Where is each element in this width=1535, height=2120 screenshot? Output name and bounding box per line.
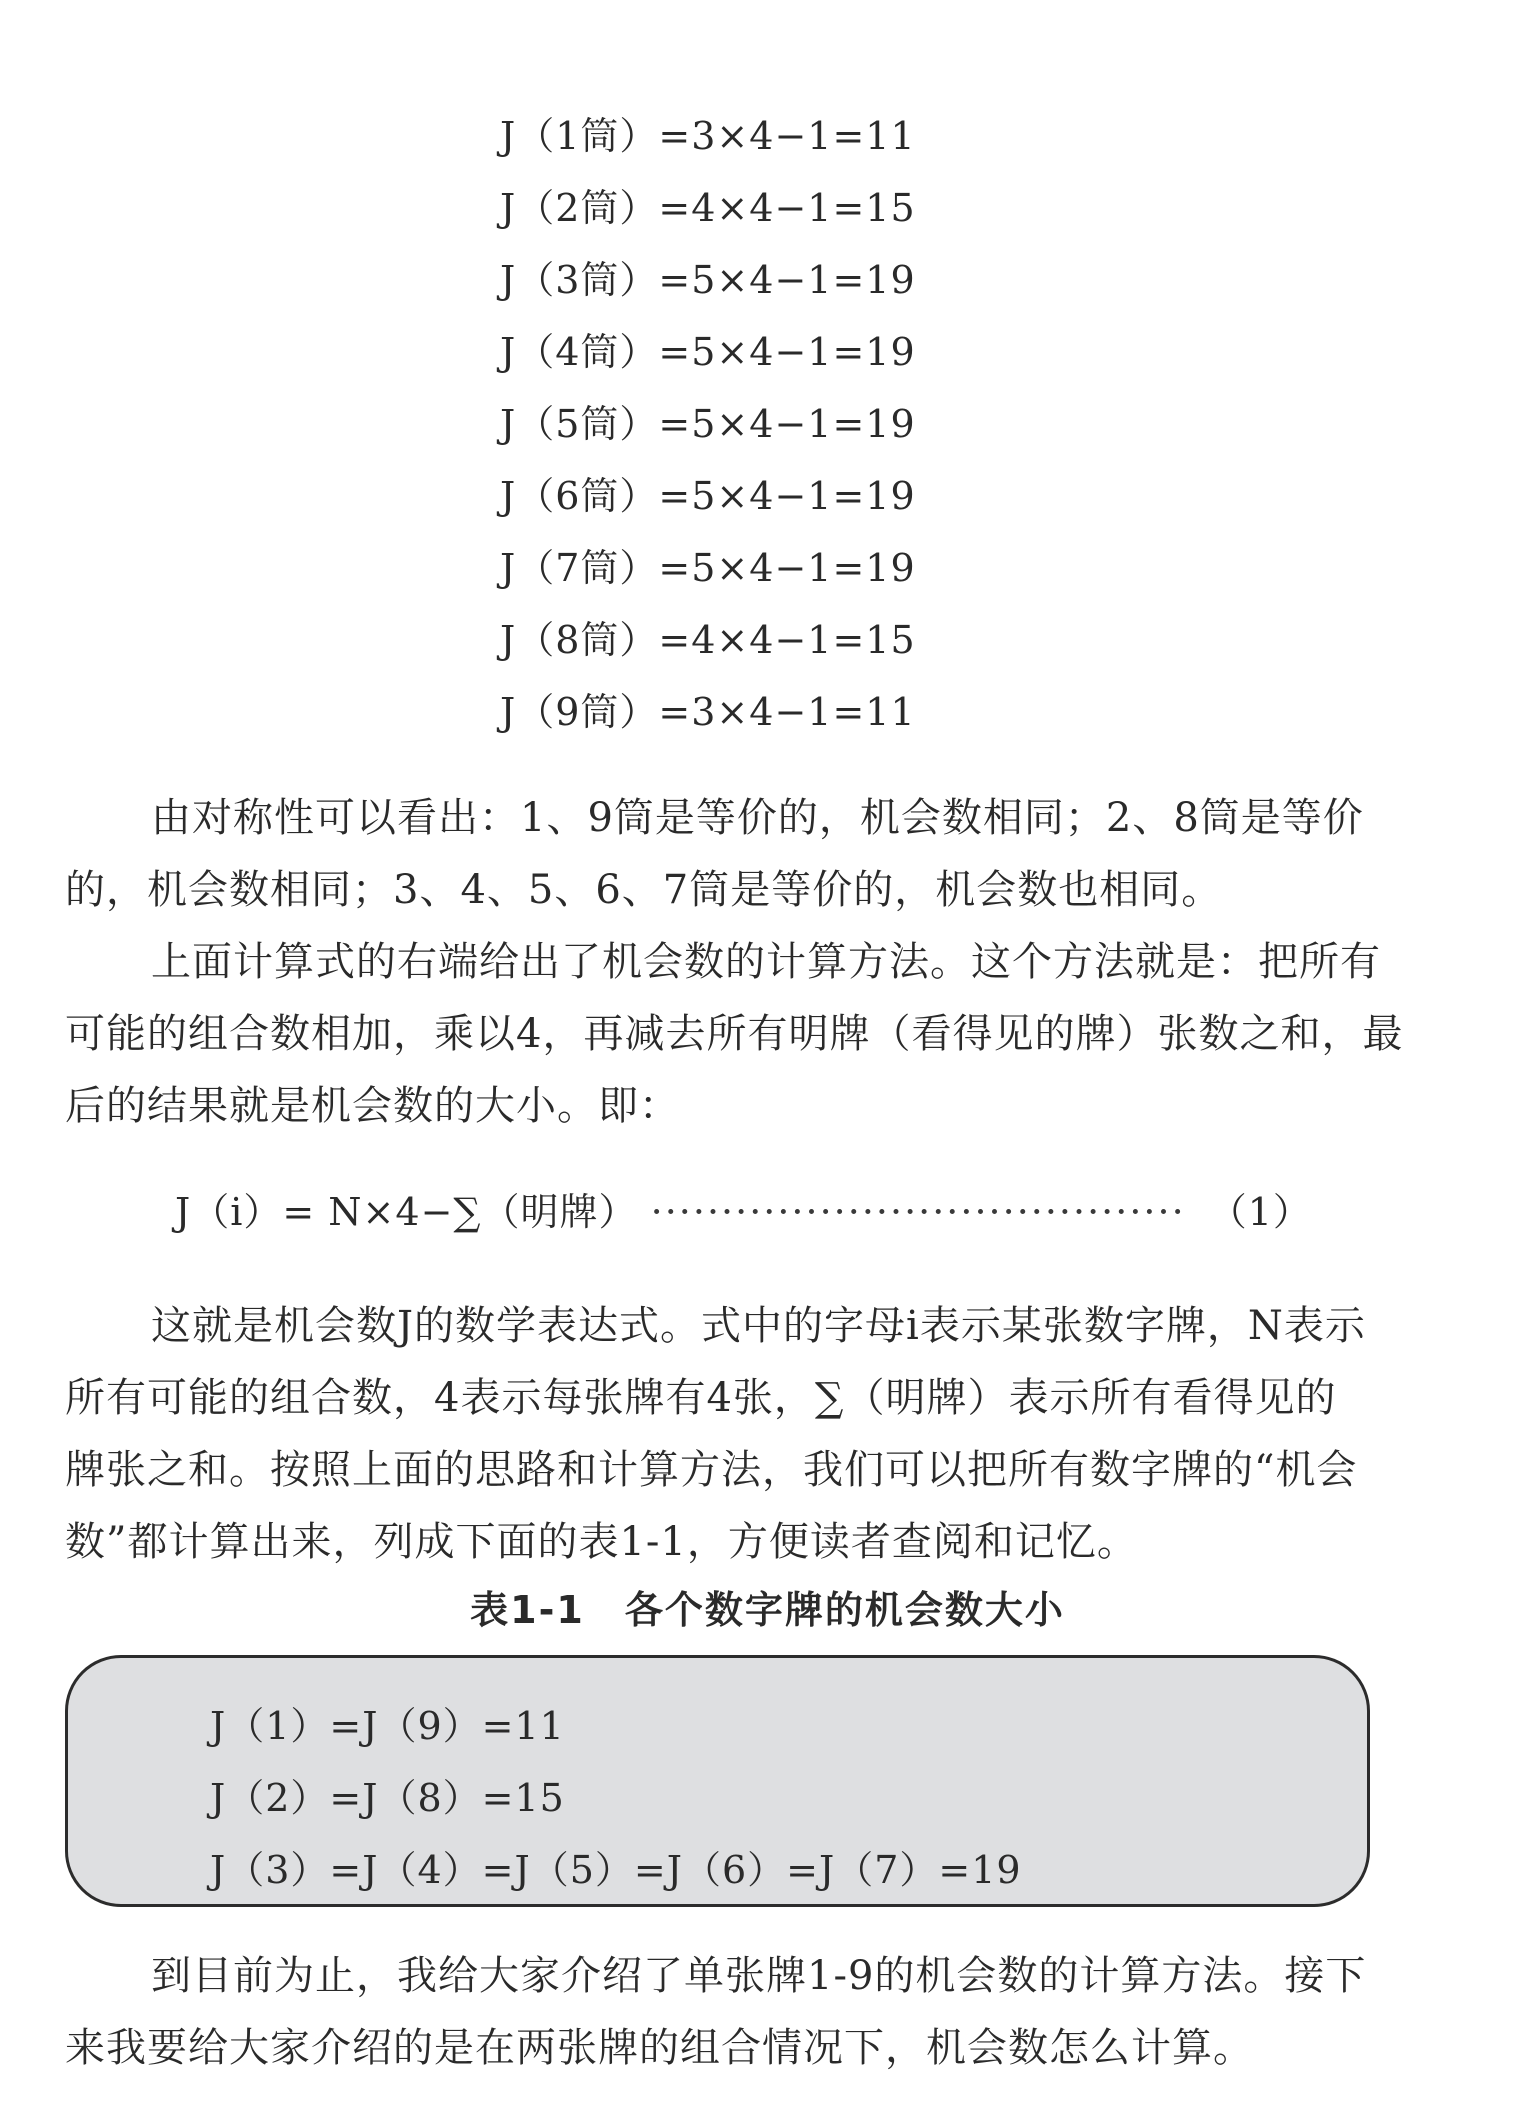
- formula-line: J（3筒）=5×4−1=19: [500, 258, 916, 302]
- formula-line: J（2筒）=4×4−1=15: [500, 186, 916, 230]
- formula-line: J（7筒）=5×4−1=19: [500, 546, 916, 590]
- chance-number-formula-list: [500, 100, 916, 748]
- formula-line: J（1筒）=3×4−1=11: [500, 114, 916, 158]
- formula-line: J（8筒）=4×4−1=15: [500, 618, 916, 662]
- equation-number: （1）: [1208, 1190, 1312, 1234]
- paragraph-line: 上面计算式的右端给出了机会数的计算方法。这个方法就是：把所有: [151, 939, 1381, 985]
- formula-line: J（9筒）=3×4−1=11: [500, 690, 916, 734]
- summary-box: [65, 1655, 1370, 1907]
- paragraph-line: 牌张之和。按照上面的思路和计算方法，我们可以把所有数字牌的“机会: [65, 1447, 1358, 1493]
- summary-line: J（1）=J（9）=11: [210, 1704, 565, 1748]
- closing-paragraph: [65, 1940, 1385, 2084]
- chance-number-equation: [175, 1176, 1375, 1248]
- equation-body: J（i）= N×4−∑（明牌）: [175, 1190, 638, 1234]
- formula-line: J（4筒）=5×4−1=19: [500, 330, 916, 374]
- table-caption: 表1-1 各个数字牌的机会数大小: [470, 1588, 1065, 1632]
- paragraph-line: 数”都计算出来，列成下面的表1-1，方便读者查阅和记忆。: [65, 1519, 1138, 1565]
- formula-line: J（6筒）=5×4−1=19: [500, 474, 916, 518]
- formula-line: J（5筒）=5×4−1=19: [500, 402, 916, 446]
- summary-list: [210, 1690, 1022, 1906]
- summary-line: J（3）=J（4）=J（5）=J（6）=J（7）=19: [210, 1848, 1022, 1892]
- paragraph-line: 这就是机会数J的数学表达式。式中的字母i表示某张数字牌，N表示: [151, 1303, 1366, 1349]
- paragraph-line: 后的结果就是机会数的大小。即：: [65, 1083, 680, 1129]
- equation-leader-dots: ······································: [650, 1190, 1186, 1234]
- paragraph-line: 来我要给大家介绍的是在两张牌的组合情况下，机会数怎么计算。: [65, 2025, 1254, 2071]
- paragraph-line: 由对称性可以看出：1、9筒是等价的，机会数相同；2、8筒是等价: [151, 795, 1364, 841]
- summary-line: J（2）=J（8）=15: [210, 1776, 565, 1820]
- explanation-paragraph: [65, 1290, 1385, 1578]
- paragraph-line: 所有可能的组合数，4表示每张牌有4张，∑（明牌）表示所有看得见的: [65, 1375, 1337, 1421]
- paragraph-line: 的，机会数相同；3、4、5、6、7筒是等价的，机会数也相同。: [65, 867, 1223, 913]
- symmetry-paragraph: [65, 782, 1385, 926]
- paragraph-line: 可能的组合数相加，乘以4，再减去所有明牌（看得见的牌）张数之和，最: [65, 1011, 1404, 1057]
- method-paragraph: [65, 926, 1404, 1142]
- paragraph-line: 到目前为止，我给大家介绍了单张牌1-9的机会数的计算方法。接下: [151, 1953, 1367, 1999]
